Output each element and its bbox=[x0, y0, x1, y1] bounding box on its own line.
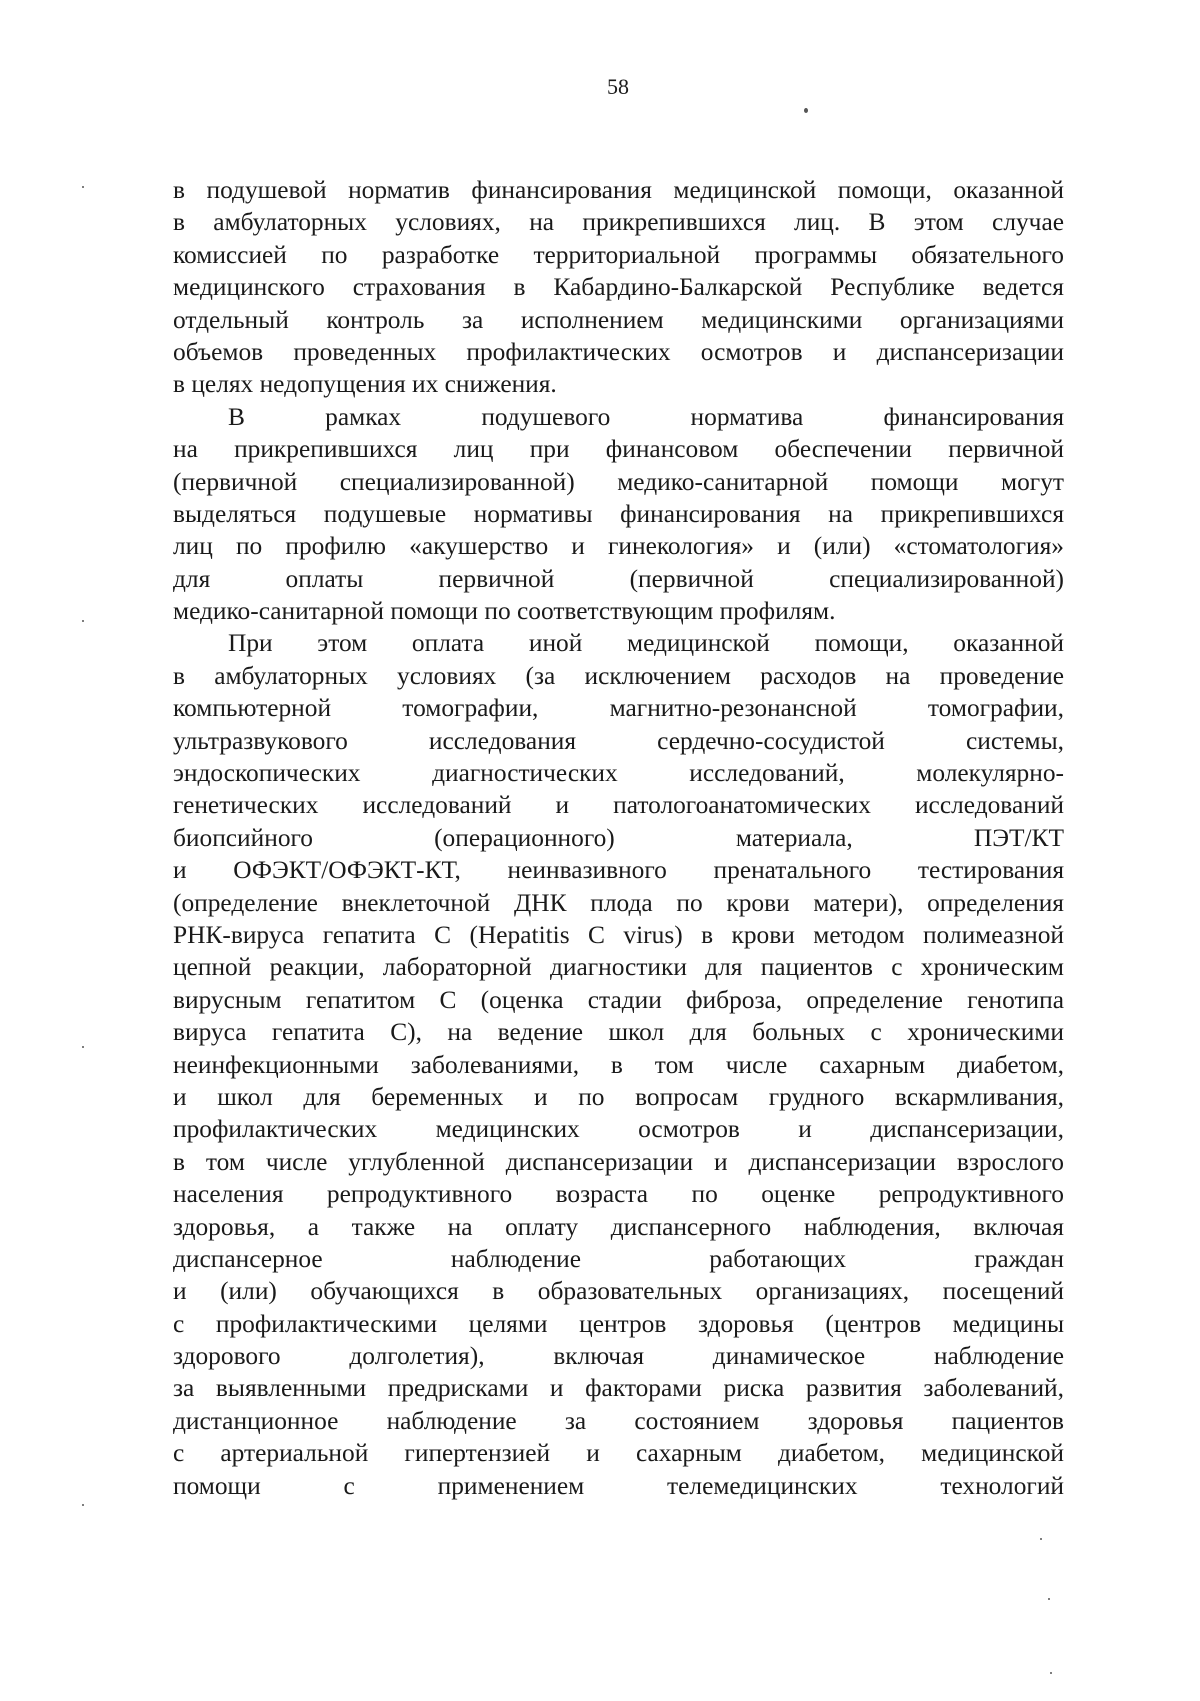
text-line: и школ для беременных и по вопросам грудного вскармливания, bbox=[173, 1082, 1064, 1111]
text-line: на прикрепившихся лиц при финансовом обеспечении первичной bbox=[173, 435, 1064, 464]
text-line: вирусным гепатитом С (оценка стадии фиброза, определение генотипа bbox=[173, 985, 1064, 1014]
text-line: дистанционное наблюдение за состоянием здоровья пациентов bbox=[173, 1406, 1064, 1435]
text-line: в том числе углубленной диспансеризации и диспансеризации взрослого bbox=[173, 1147, 1064, 1176]
scan-speck bbox=[804, 108, 808, 113]
text-line: медицинского страхования в Кабардино-Балкарской Республике ведется bbox=[173, 273, 1064, 302]
scan-speck bbox=[1048, 1598, 1050, 1600]
text-line: помощи с применением телемедицинских технологий bbox=[173, 1471, 1064, 1500]
paragraph-2 bbox=[173, 401, 1064, 628]
text-line: и (или) обучающихся в образовательных организациях, посещений bbox=[173, 1277, 1064, 1306]
paragraph-3 bbox=[173, 627, 1064, 1502]
text-line: здорового долголетия), включая динамическое наблюдение bbox=[173, 1342, 1064, 1371]
text-line: выделяться подушевые нормативы финансирования на прикрепившихся bbox=[173, 499, 1064, 528]
text-line: цепной реакции, лабораторной диагностики для пациентов с хроническим bbox=[173, 953, 1064, 982]
text-line: компьютерной томографии, магнитно-резонансной томографии, bbox=[173, 694, 1064, 723]
scan-speck bbox=[82, 620, 84, 622]
document-body bbox=[173, 174, 1064, 1502]
text-line: (первичной специализированной) медико-санитарной помощи могут bbox=[173, 467, 1064, 496]
text-line: комиссией по разработке территориальной программы обязательного bbox=[173, 240, 1064, 269]
text-line: эндоскопических диагностических исследований, молекулярно- bbox=[173, 759, 1064, 788]
text-line: объемов проведенных профилактических осмотров и диспансеризации bbox=[173, 337, 1064, 366]
text-line: в амбулаторных условиях, на прикрепившихся лиц. В этом случае bbox=[173, 208, 1064, 237]
text-line: ультразвукового исследования сердечно-сосудистой системы, bbox=[173, 726, 1064, 755]
text-line: и ОФЭКТ/ОФЭКТ-КТ, неинвазивного пренатального тестирования bbox=[173, 856, 1064, 885]
text-line: медико-санитарной помощи по соответствующим профилям. bbox=[173, 597, 836, 626]
text-line: генетических исследований и патологоанатомических исследований bbox=[173, 791, 1064, 820]
scan-speck bbox=[82, 1046, 84, 1048]
text-line: с профилактическими целями центров здоровья (центров медицины bbox=[173, 1309, 1064, 1338]
text-line: в целях недопущения их снижения. bbox=[173, 370, 557, 399]
text-line: профилактических медицинских осмотров и диспансеризации, bbox=[173, 1115, 1064, 1144]
text-line: В рамках подушевого норматива финансирования bbox=[228, 402, 1064, 431]
text-line: в подушевой норматив финансирования медицинской помощи, оказанной bbox=[173, 176, 1064, 204]
text-line: в амбулаторных условиях (за исключением расходов на проведение bbox=[173, 661, 1064, 690]
text-line: отдельный контроль за исполнением медицинскими организациями bbox=[173, 305, 1064, 334]
text-line: неинфекционными заболеваниями, в том числе сахарным диабетом, bbox=[173, 1050, 1064, 1079]
text-line: населения репродуктивного возраста по оценке репродуктивного bbox=[173, 1180, 1064, 1209]
text-line: за выявленными предрисками и факторами риска развития заболеваний, bbox=[173, 1374, 1064, 1403]
text-line: с артериальной гипертензией и сахарным диабетом, медицинской bbox=[173, 1439, 1064, 1468]
page-number: 58 bbox=[607, 74, 629, 99]
text-line: для оплаты первичной (первичной специализированной) bbox=[173, 564, 1064, 593]
scan-speck bbox=[1040, 1538, 1042, 1540]
text-line: здоровья, а также на оплату диспансерного наблюдения, включая bbox=[173, 1212, 1064, 1241]
text-line: диспансерное наблюдение работающих граждан bbox=[173, 1244, 1064, 1273]
text-line: При этом оплата иной медицинской помощи, оказанной bbox=[228, 629, 1064, 658]
text-line: вируса гепатита С), на ведение школ для больных с хроническими bbox=[173, 1018, 1064, 1047]
scan-speck bbox=[1050, 1672, 1052, 1674]
text-line: лиц по профилю «акушерство и гинекология» и (или) «стоматология» bbox=[173, 532, 1064, 561]
text-line: (определение внеклеточной ДНК плода по крови матери), определения bbox=[173, 888, 1064, 917]
scan-speck bbox=[82, 1504, 84, 1506]
scan-speck bbox=[82, 186, 84, 188]
paragraph-1 bbox=[173, 174, 1064, 401]
text-line: биопсийного (операционного) материала, ПЭТ/КТ bbox=[173, 823, 1064, 852]
text-line: РНК-вируса гепатита С (Hepatitis С virus) в крови методом полимеазной bbox=[173, 920, 1064, 949]
